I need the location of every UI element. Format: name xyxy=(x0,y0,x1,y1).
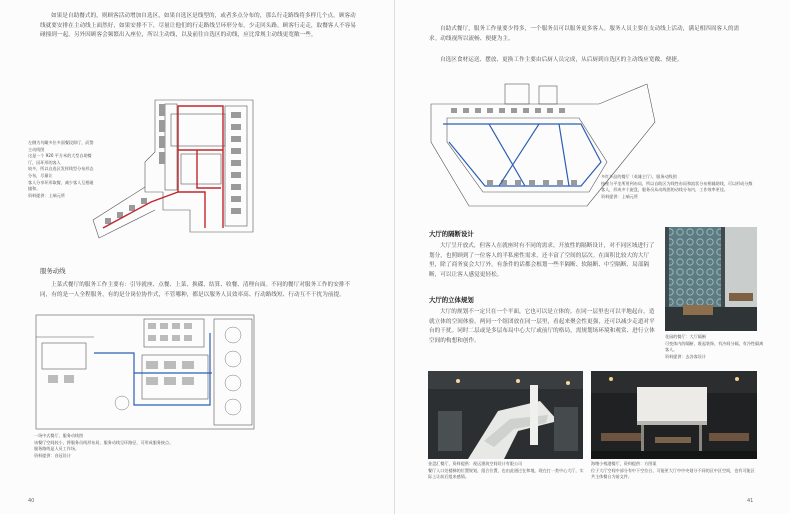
right-paragraph-4: 大厅的规划不一定只在一个平面，它也可以是立体的。在同一层里也可以平地起台，造就立体的空间体验。两同一个组团放在同一层里，看起来聚会性更强，还可以减少走道对平台的干扰。同时二层或是多层布局中心大厅或前厅的格局，需规划场环境和观赏、进行立体空间的构想和创作。 xyxy=(429,309,655,344)
left-figure-1-caption: 左侧为鸟瞰多位多面餐段即厅，而警主动线图 这是一个 920 平方米的大型自助餐厅，因环形的客人 较多，所以自选区发挥线型分布形态分布，尽量让 客人分享环形取餐，减少客人互相碰撞和。 资料提供：上端元所 xyxy=(28,140,94,198)
left-page-number: 40 xyxy=(28,498,35,504)
right-page xyxy=(395,0,790,514)
right-paragraph-1: 自助式餐厅，服务工作量要少得多，一个服务员可以服务更多客人。服务人员主要在支动线上活动，满足相四周客人的需求。动线视所以流畅、便捷为主。 xyxy=(429,26,740,42)
section-title-hall-3d-planning: 大厅的立体规划 xyxy=(429,296,474,304)
right-paragraph-3: 大厅呈开放式，但客人在就座时有不同的需求。开放性的隔断设计，对不同区域进行了划分，也照顾到了一位客人的半私密性需求，还丰富了空间的层次。在面积比较大的大厅里，除了商务宴会大厅外，有条件的话都会根划一些半隔断、软隔断、中空隔断、局部隔断，可以让客人感觉更轻松。 xyxy=(429,243,655,278)
right-photo-3-caption: 海塘小栈港餐厅，资料提供：方图案 位于大厅空间中部分有中下空位台，可能更大厅中中央划分不同的区中区空间，也有可能区共主体餐台为前文件。 xyxy=(591,461,755,480)
right-photo-1-caption: 花园的餐厅：大厅隔断 可变体内的隔断，既起装饰，有冷间分隔，有冷性隔离客人。 资料提供：去各客设计 xyxy=(665,334,764,359)
right-photo-2-caption: 金盘汇餐厅，资料提供：视远建筑空间设计有限公司 餐厅入口处楼梯的位置规划，组合位置，也由此通过在和地，现在打一类中心大厅，实际上让前后组来感情。 xyxy=(428,461,584,480)
left-figure-2-caption: 一场中式餐厅，服务动线图 该餐厅空间较小，将服务员线形布局，服务动线呈环路径，可形成服务接点。 服务路线是人员工作场。 资料提供：音冠设计 xyxy=(34,433,174,458)
section-title-service-circulation: 服务动线 xyxy=(40,267,66,275)
right-paragraph-2: 自选区食材运送、摆放、更换工作主要由后厨人员完成，从后厨到自选区的主动线应宽敞、便捷。 xyxy=(440,57,683,63)
right-figure-1-caption: 多红多品的餐厅（英雄主厅），服务动线图 按座与平坐所用到布局，所以自助区为线性布局和流状分布相辅助线，可以形成分散 客人，形成多个旋盘，服务员从动线图的动线分布内，工作效率更佳。 资料提供：上端元所 xyxy=(601,174,753,199)
left-paragraph-1: 如果是自助餐式的，则顾客活动增加自选区，如果自选区是线型的，或者多点分布的，那么行走路线将多样几个点。顾客动线就要安排在主动线上面然好，如果安排不下，尽量让他们的行走路线呈环形分布，少走回头路。顾客行走走，取餐客人不容易碰撞到一起。另外因顾客会频繁出入座位，所以主动线，以及前往自选区的动线，应比常规主动线更宽敞一些。 xyxy=(40,13,357,39)
photo-dining-platform xyxy=(591,371,757,459)
photo-staircase-hall xyxy=(428,371,583,459)
left-paragraph-2: 上菜式餐厅的服务工作主要有：引导就座、点餐、上菜、换碟、结算、收餐、清理台面。不同的餐厅对服务工作的安排不同，有的是一人全程服务，有的是分岗位协作式，不管哪种，都是以服务人员效率高、行动路线短、行动互不干扰为前提。 xyxy=(40,282,351,298)
right-page-number: 41 xyxy=(747,498,754,504)
photo-hall-partition xyxy=(665,227,757,331)
floor-plan-buffet-circulation xyxy=(85,92,265,240)
floor-plan-chinese-restaurant-service xyxy=(34,313,256,431)
section-title-hall-partition: 大厅的隔断设计 xyxy=(429,230,474,238)
